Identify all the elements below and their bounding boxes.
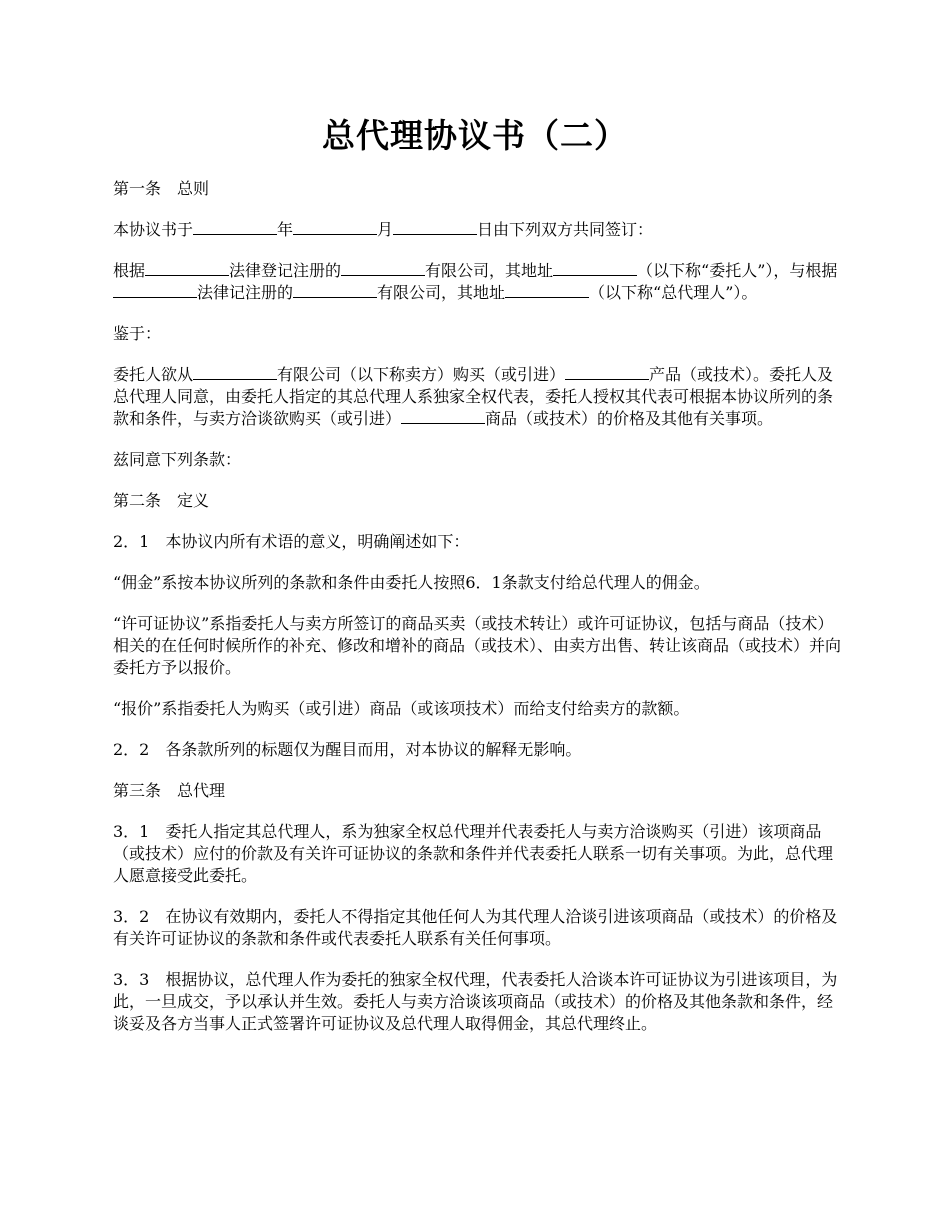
signing-date-paragraph: 本协议书于 年 月 日由下列双方共同签订：: [113, 220, 654, 239]
commission-definition: “佣金”系按本协议所列的条款和条件由委托人按照6．1条款支付给总代理人的佣金。: [113, 573, 710, 592]
article-3-heading: 第三条 总代理: [113, 781, 226, 800]
article-2-heading: 第二条 定义: [113, 491, 210, 510]
principal-law-blank: [145, 260, 229, 276]
principal-company-blank: [341, 260, 425, 276]
article-1-heading: 第一条 总则: [113, 179, 210, 198]
whereas-heading: 鉴于：: [113, 324, 162, 343]
agent-address-blank: [505, 282, 589, 298]
goods-blank: [401, 408, 485, 424]
month-blank: [293, 219, 377, 235]
clause-2-1: 2．1 本协议内所有术语的意义，明确阐述如下：: [113, 532, 470, 551]
clause-3-3: 3．3 根据协议，总代理人作为委托的独家全权代理，代表委托人洽谈本许可证协议为引进该项目，为此，一旦成交，予以承认并生效。委托人与卖方洽谈该项商品（或技术）的价格及其他条款和条件，经谈妥及各方当事人正式签署许可证协议及总代理人取得佣金，其总代理终止。: [113, 970, 838, 1033]
whereas-paragraph: 委托人欲从 有限公司（以下称卖方）购买（或引进） 产品（或技术）。委托人及总代理人同意，由委托人指定的其总代理人系独家全权代表，委托人授权其代表可根据本协议所列的条款和条件，与卖方洽谈欲购买（或引进） 商品（或技术）的价格及其他有关事项。: [113, 365, 834, 428]
parties-paragraph: 根据 法律登记注册的 有限公司，其地址 （以下称“委托人”），与根据法律记注册的 有限公司，其地址 （以下称“总代理人”）。: [113, 261, 838, 302]
agent-company-blank: [293, 282, 377, 298]
agent-law-blank: [113, 282, 197, 298]
day-blank: [393, 219, 477, 235]
agree-paragraph: 兹同意下列条款：: [113, 450, 242, 469]
product-blank: [565, 364, 649, 380]
document-title: 总代理协议书（二）: [322, 116, 628, 155]
document-body: [113, 178, 848, 1054]
clause-3-1: 3．1 委托人指定其总代理人，系为独家全权总代理并代表委托人与卖方洽谈购买（引进）该项商品（或技术）应付的价款及有关许可证协议的条款和条件并代表委托人联系一切有关事项。为此，总代理人愿意接受此委托。: [113, 822, 834, 885]
principal-address-blank: [553, 260, 637, 276]
year-blank: [193, 219, 277, 235]
seller-company-blank: [193, 364, 277, 380]
clause-3-2: 3．2 在协议有效期内，委托人不得指定其他任何人为其代理人洽谈引进该项商品（或技术）的价格及有关许可证协议的条款和条件或代表委托人联系有关任何事项。: [113, 907, 838, 948]
license-agreement-definition: “许可证协议”系指委托人与卖方所签订的商品买卖（或技术转让）或许可证协议，包括与商品（技术）相关的在任何时候所作的补充、修改和增补的商品（或技术）、由卖方出售、转让该商品（或技术）并向委托方予以报价。: [113, 614, 842, 677]
clause-2-2: 2．2 各条款所列的标题仅为醒目而用，对本协议的解释无影响。: [113, 740, 582, 759]
quotation-definition: “报价”系指委托人为购买（或引进）商品（或该项技术）而给支付给卖方的款额。: [113, 699, 690, 718]
